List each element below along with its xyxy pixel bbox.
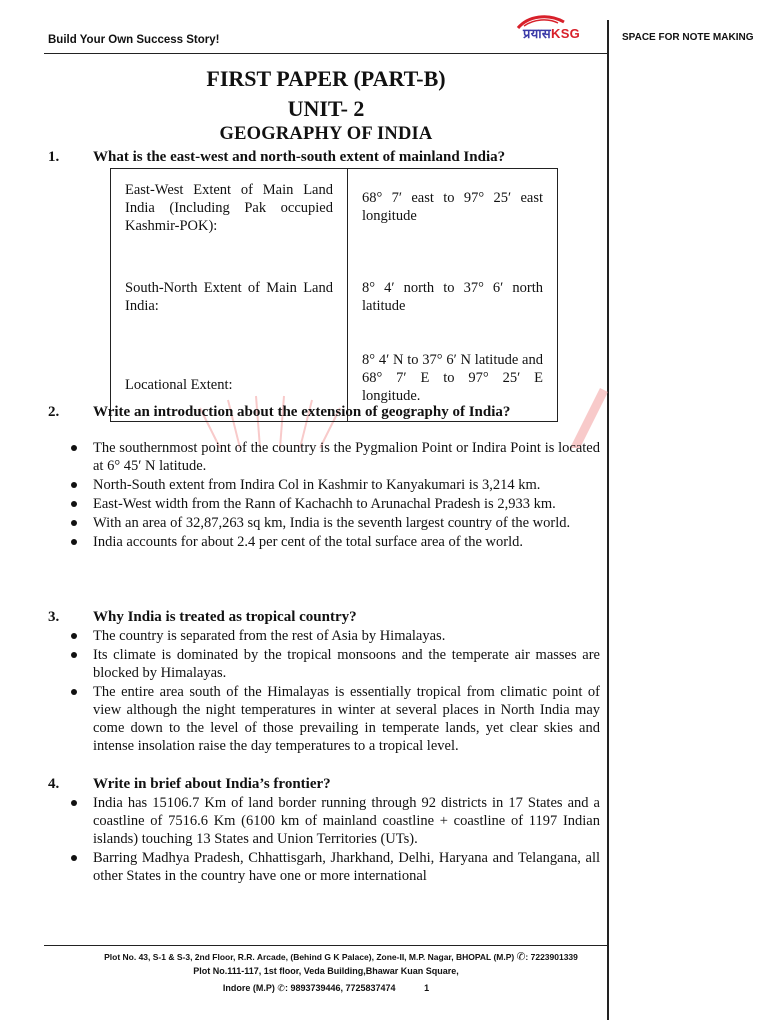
answer-list-2: [70, 439, 600, 552]
list-item: Its climate is dominated by the tropical monsoons and the temperate air masses are blocked by Himalayas.: [70, 646, 600, 682]
phone-icon: ✆: [516, 951, 526, 963]
footer-phone: : 7223901339: [525, 952, 578, 962]
answer-list-4: [70, 794, 600, 886]
footer-rule: [44, 945, 608, 946]
question-3: [48, 608, 600, 626]
table-cell-label: South-North Extent of Main Land India:: [111, 267, 348, 349]
table-row: [111, 267, 558, 349]
footer-address-text: Plot No. 43, S-1 & S-3, 2nd Floor, R.R. Arcade, (Behind G K Palace), Zone-II, M.P. Nagar, BHOPAL (M.P): [104, 952, 515, 962]
list-item: The southernmost point of the country is the Pygmalion Point or Indira Point is located at 6° 45′ N latitude.: [70, 439, 600, 475]
question-text: Why India is treated as tropical country?: [93, 609, 357, 625]
answer-list-3: [70, 627, 600, 756]
phone-icon: ✆: [277, 983, 285, 993]
subject-title: GEOGRAPHY OF INDIA: [219, 124, 433, 144]
note-making-label: SPACE FOR NOTE MAKING: [622, 32, 754, 43]
footer-contact: [44, 983, 608, 994]
footer-city: Indore (M.P): [222, 983, 275, 993]
table-cell-label: Locational Extent:: [111, 349, 348, 422]
list-item: With an area of 32,87,263 sq km, India is the seventh largest country of the world.: [70, 514, 600, 532]
table-row: [111, 169, 558, 268]
logo-main: प्रयास: [523, 26, 551, 41]
question-text: Write an introduction about the extension of geography of India?: [93, 404, 511, 420]
list-item: The country is separated from the rest of Asia by Himalayas.: [70, 627, 600, 645]
question-number: 2.: [48, 404, 60, 420]
question-2: [48, 403, 518, 421]
table-cell-value: 8° 4′ north to 37° 6′ north latitude: [348, 267, 558, 349]
list-item: East-West width from the Rann of Kachachh to Arunachal Pradesh is 2,933 km.: [70, 495, 600, 513]
tagline: Build Your Own Success Story!: [48, 34, 220, 46]
unit-title: UNIT- 2: [287, 96, 365, 121]
question-4: [48, 775, 600, 793]
footer-address-indore: Plot No.111-117, 1st floor, Veda Building,Bhawar Kuan Square,: [193, 966, 459, 976]
table-cell-value: 8° 4′ N to 37° 6′ N latitude and 68° 7′ E to 97° 25′ E longitude.: [348, 349, 558, 422]
list-item: The entire area south of the Himalayas is essentially tropical from climatic point of view although the night temperatures in winter at several places in North India may come down to the level of those prevailing in temperate lands, yet clear skies and intense insolation raise the day temperatures to a tropical level.: [70, 683, 600, 755]
question-1: [48, 148, 600, 166]
question-number: 4.: [48, 776, 60, 792]
list-item: North-South extent from Indira Col in Kashmir to Kanyakumari is 3,214 km.: [70, 476, 600, 494]
question-text: What is the east-west and north-south extent of mainland India?: [93, 149, 506, 165]
list-item: Barring Madhya Pradesh, Chhattisgarh, Jharkhand, Delhi, Haryana and Telangana, all other States in the country have one or more international: [70, 849, 600, 885]
table-cell-value: 68° 7′ east to 97° 25′ east longitude: [348, 169, 558, 268]
footer-address-bhopal: [44, 951, 608, 963]
question-text: Write in brief about India’s frontier?: [93, 776, 331, 792]
note-margin-rule: [607, 20, 609, 1020]
list-item: India accounts for about 2.4 per cent of the total surface area of the world.: [70, 533, 600, 551]
question-number: 3.: [48, 609, 60, 625]
footer-phone: : 9893739446, 7725837474: [284, 983, 396, 993]
paper-title: FIRST PAPER (PART-B): [206, 66, 446, 91]
list-item: India has 15106.7 Km of land border running through 92 districts in 17 States and a coastline of 7516.6 Km (6100 km of mainland coastline + coastline of 1197 Indian islands) touching 13 States and Union Territories (UTs).: [70, 794, 600, 848]
header-rule: [44, 53, 608, 54]
logo: [523, 24, 580, 42]
logo-suffix: KSG: [551, 26, 581, 41]
page-number: 1: [424, 983, 430, 993]
question-number: 1.: [48, 149, 60, 165]
table-cell-label: East-West Extent of Main Land India (Including Pak occupied Kashmir-POK):: [111, 169, 348, 268]
extent-table: [110, 168, 558, 422]
